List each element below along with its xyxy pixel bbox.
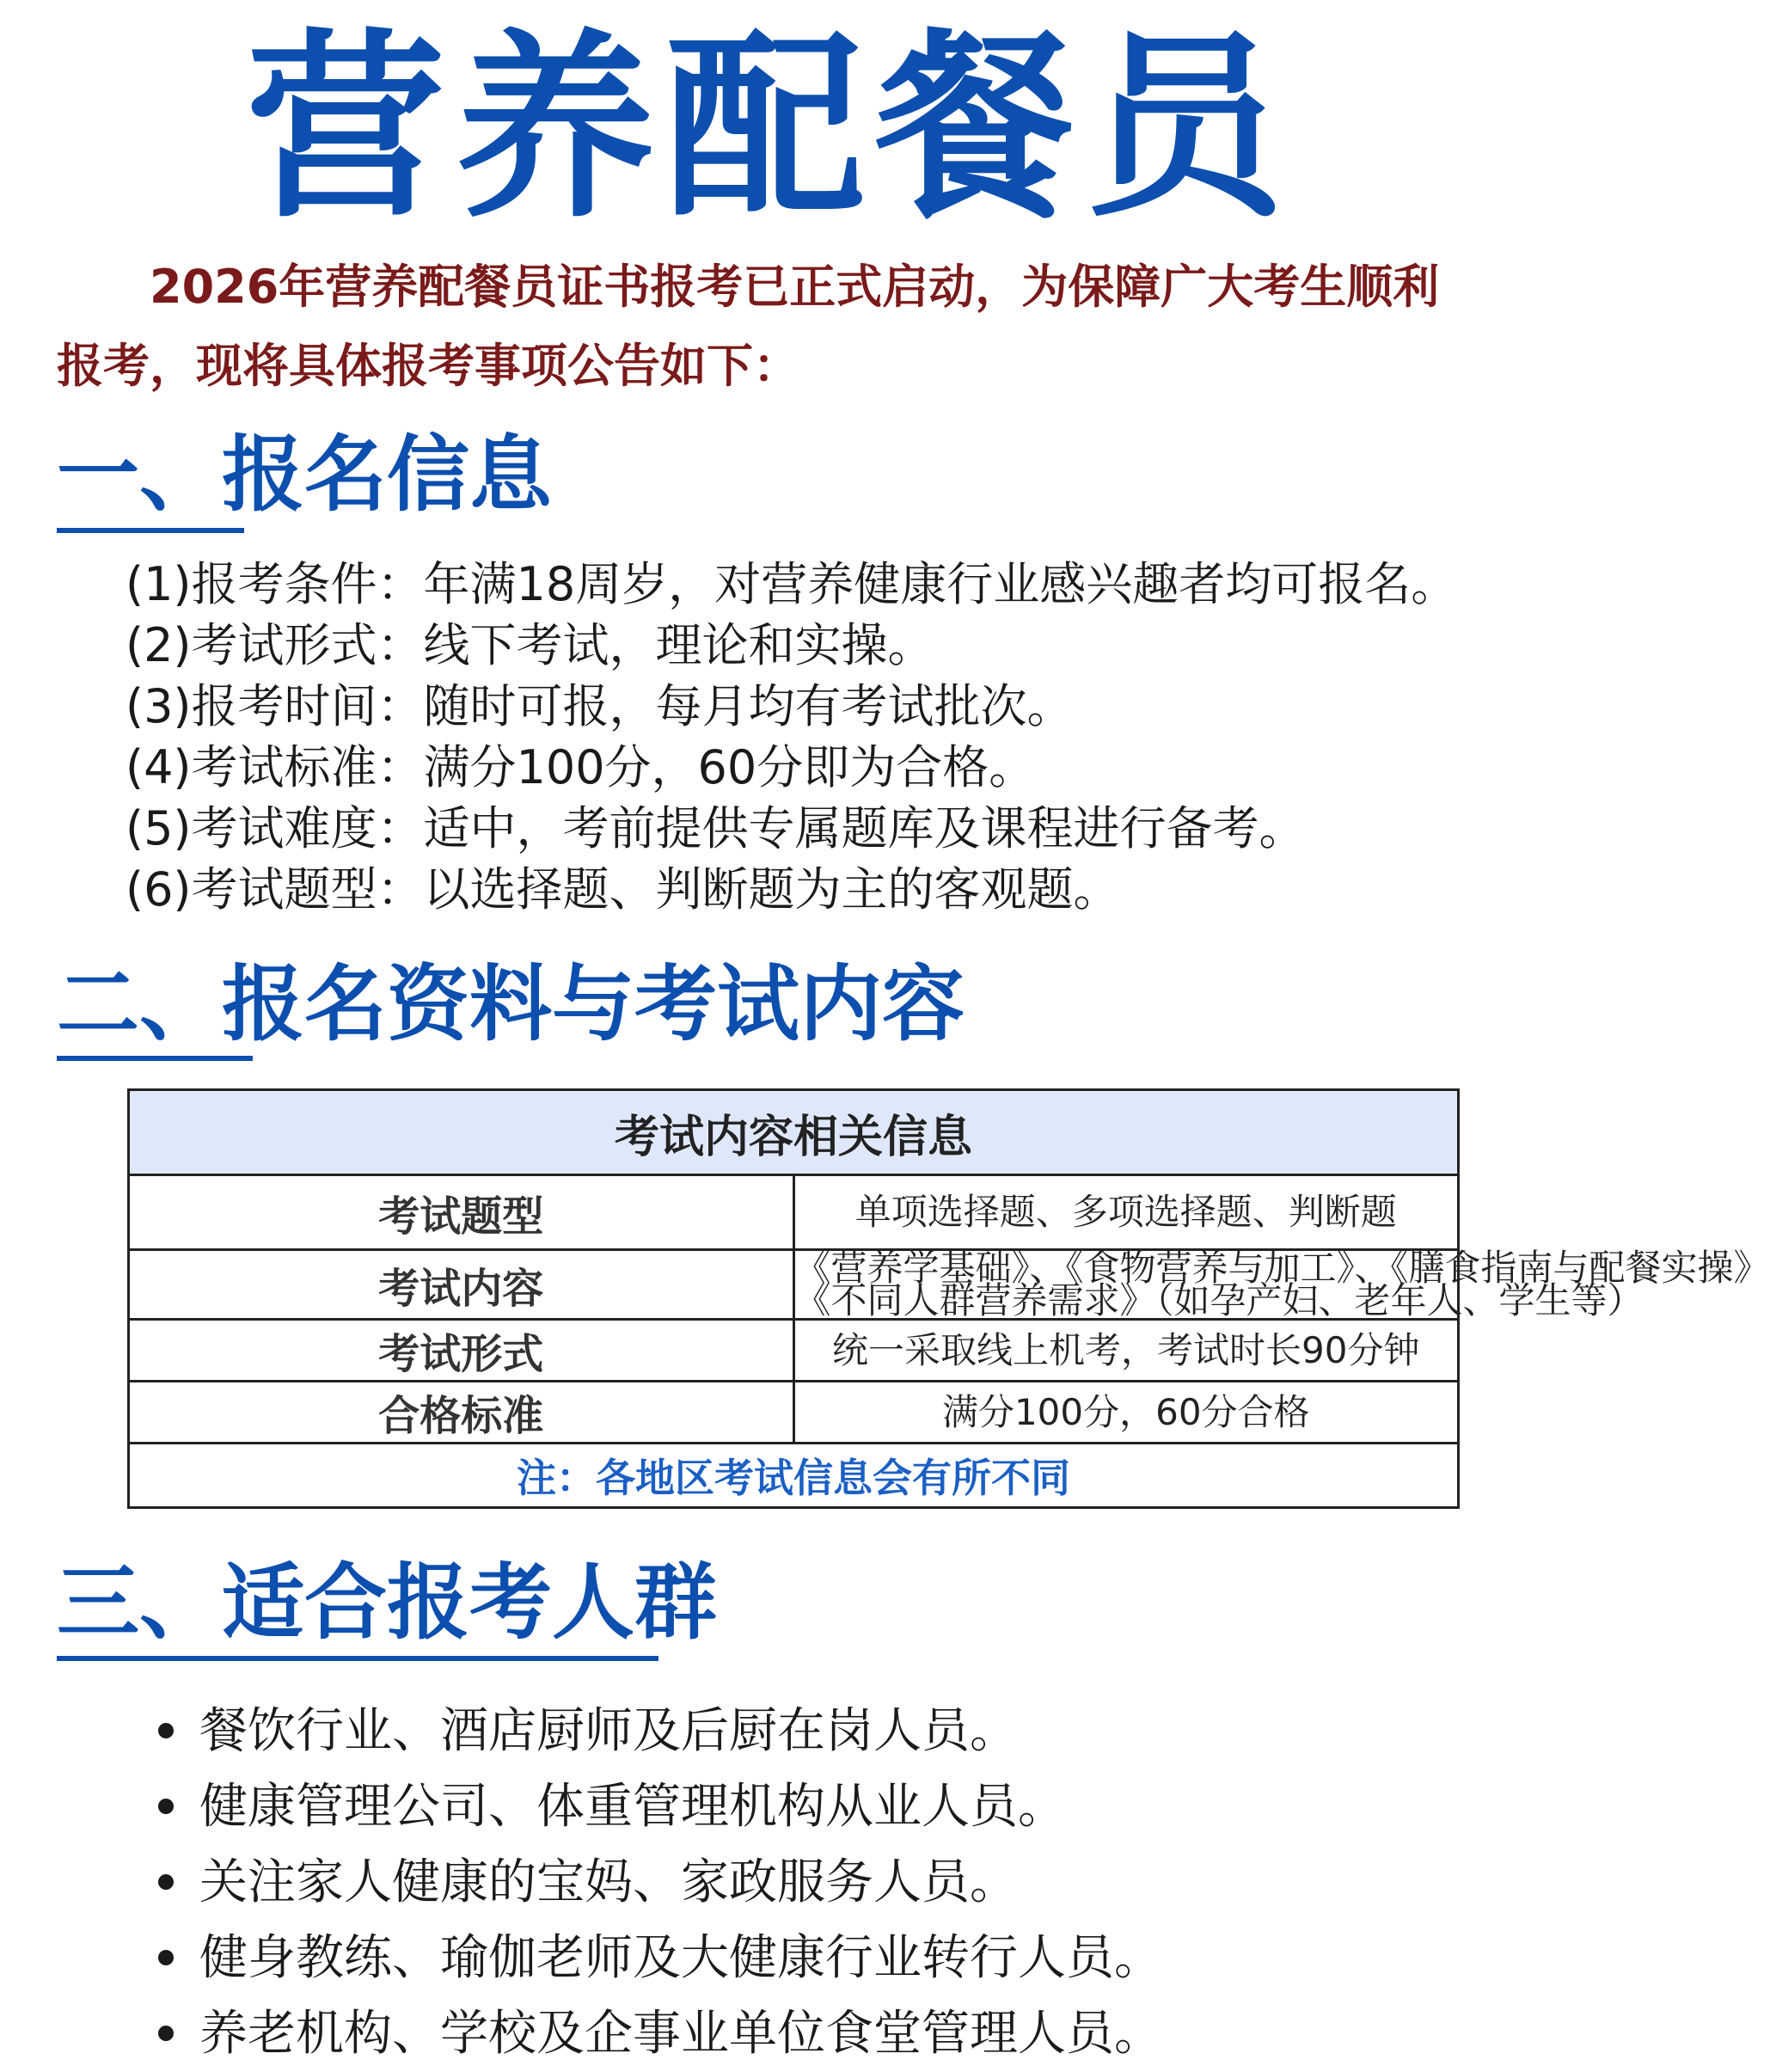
- section3-underline: [57, 1656, 658, 1661]
- list-item-text: 关注家人健康的宝妈、家政服务人员。: [199, 1854, 1018, 1910]
- list-item: (2)考试形式：线下考试，理论和实操。: [126, 618, 934, 672]
- table-row-label: 考试内容: [129, 1250, 794, 1320]
- intro-paragraph: [57, 248, 1501, 406]
- section3-heading: 三、适合报考人群: [57, 1554, 717, 1651]
- list-item: (4)考试标准：满分100分，60分即为合格。: [126, 740, 1036, 794]
- exam-info-table: [127, 1088, 1770, 1509]
- list-item: (1)报考条件：年满18周岁，对营养健康行业感兴趣者均可报名。: [126, 557, 1458, 611]
- list-item: [155, 1921, 1496, 1996]
- intro-line-1: 2026年营养配餐员证书报考已正式启动，为保障广大考生顺利: [150, 260, 1440, 314]
- table-row: [129, 1175, 1459, 1250]
- table-header: 考试内容相关信息: [129, 1090, 1459, 1175]
- table-value-line-2: 《不同人群营养需求》（如孕产妇、老年人、学生等）: [794, 1279, 1644, 1321]
- bullet-icon: [158, 2026, 174, 2041]
- table-row-label: 考试形式: [129, 1320, 794, 1382]
- intro-line-2: 报考，现将具体报考事项公告如下：: [57, 339, 799, 393]
- bullet-icon: [158, 1799, 174, 1814]
- table-header-row: [129, 1090, 1459, 1175]
- bullet-icon: [158, 1723, 174, 1738]
- table-row-value: [793, 1247, 1770, 1321]
- list-item: (6)考试题型：以选择题、判断题为主的客观题。: [126, 862, 1120, 916]
- section2-heading: 二、报名资料与考试内容: [57, 956, 965, 1052]
- list-item-text: 养老机构、学校及企事业单位食堂管理人员。: [199, 2006, 1162, 2062]
- list-item: [155, 1845, 1496, 1921]
- table-row: [129, 1320, 1459, 1382]
- registration-info-list: [126, 554, 1518, 920]
- list-item: [155, 1996, 1496, 2072]
- table-note-row: [129, 1444, 1459, 1508]
- table-value-line-1: 《营养学基础》、《食物营养与加工》、《膳食指南与配餐实操》: [794, 1247, 1770, 1289]
- bullet-icon: [158, 1950, 174, 1965]
- table-row-label: 考试题型: [129, 1175, 794, 1250]
- list-item-text: 健康管理公司、体重管理机构从业人员。: [199, 1779, 1066, 1835]
- list-item: (3)报考时间：随时可报，每月均有考试批次。: [126, 679, 1074, 733]
- target-audience-list: [155, 1694, 1496, 2072]
- table-row-label: 合格标准: [129, 1382, 794, 1444]
- section2-underline: [57, 1056, 253, 1061]
- table-row: [129, 1382, 1459, 1444]
- section1-underline: [57, 528, 244, 533]
- table-row: [129, 1250, 1459, 1320]
- list-item: [155, 1694, 1496, 1769]
- section1-heading: 一、报名信息: [57, 426, 552, 523]
- table-row-value: 单项选择题、多项选择题、判断题: [793, 1175, 1459, 1250]
- list-item: [155, 1769, 1496, 1845]
- list-item-text: 餐饮行业、酒店厨师及后厨在岗人员。: [199, 1703, 1018, 1759]
- table-row-value: 满分100分，60分合格: [793, 1382, 1459, 1444]
- table-row-value: 统一采取线上机考，考试时长90分钟: [793, 1320, 1459, 1382]
- bullet-icon: [158, 1874, 174, 1890]
- page-title: 营养配餐员: [245, 12, 1295, 244]
- list-item-text: 健身教练、瑜伽老师及大健康行业转行人员。: [199, 1930, 1162, 1986]
- list-item: (5)考试难度：适中，考前提供专属题库及课程进行备考。: [126, 801, 1306, 855]
- table-note: 注：各地区考试信息会有所不同: [129, 1444, 1459, 1508]
